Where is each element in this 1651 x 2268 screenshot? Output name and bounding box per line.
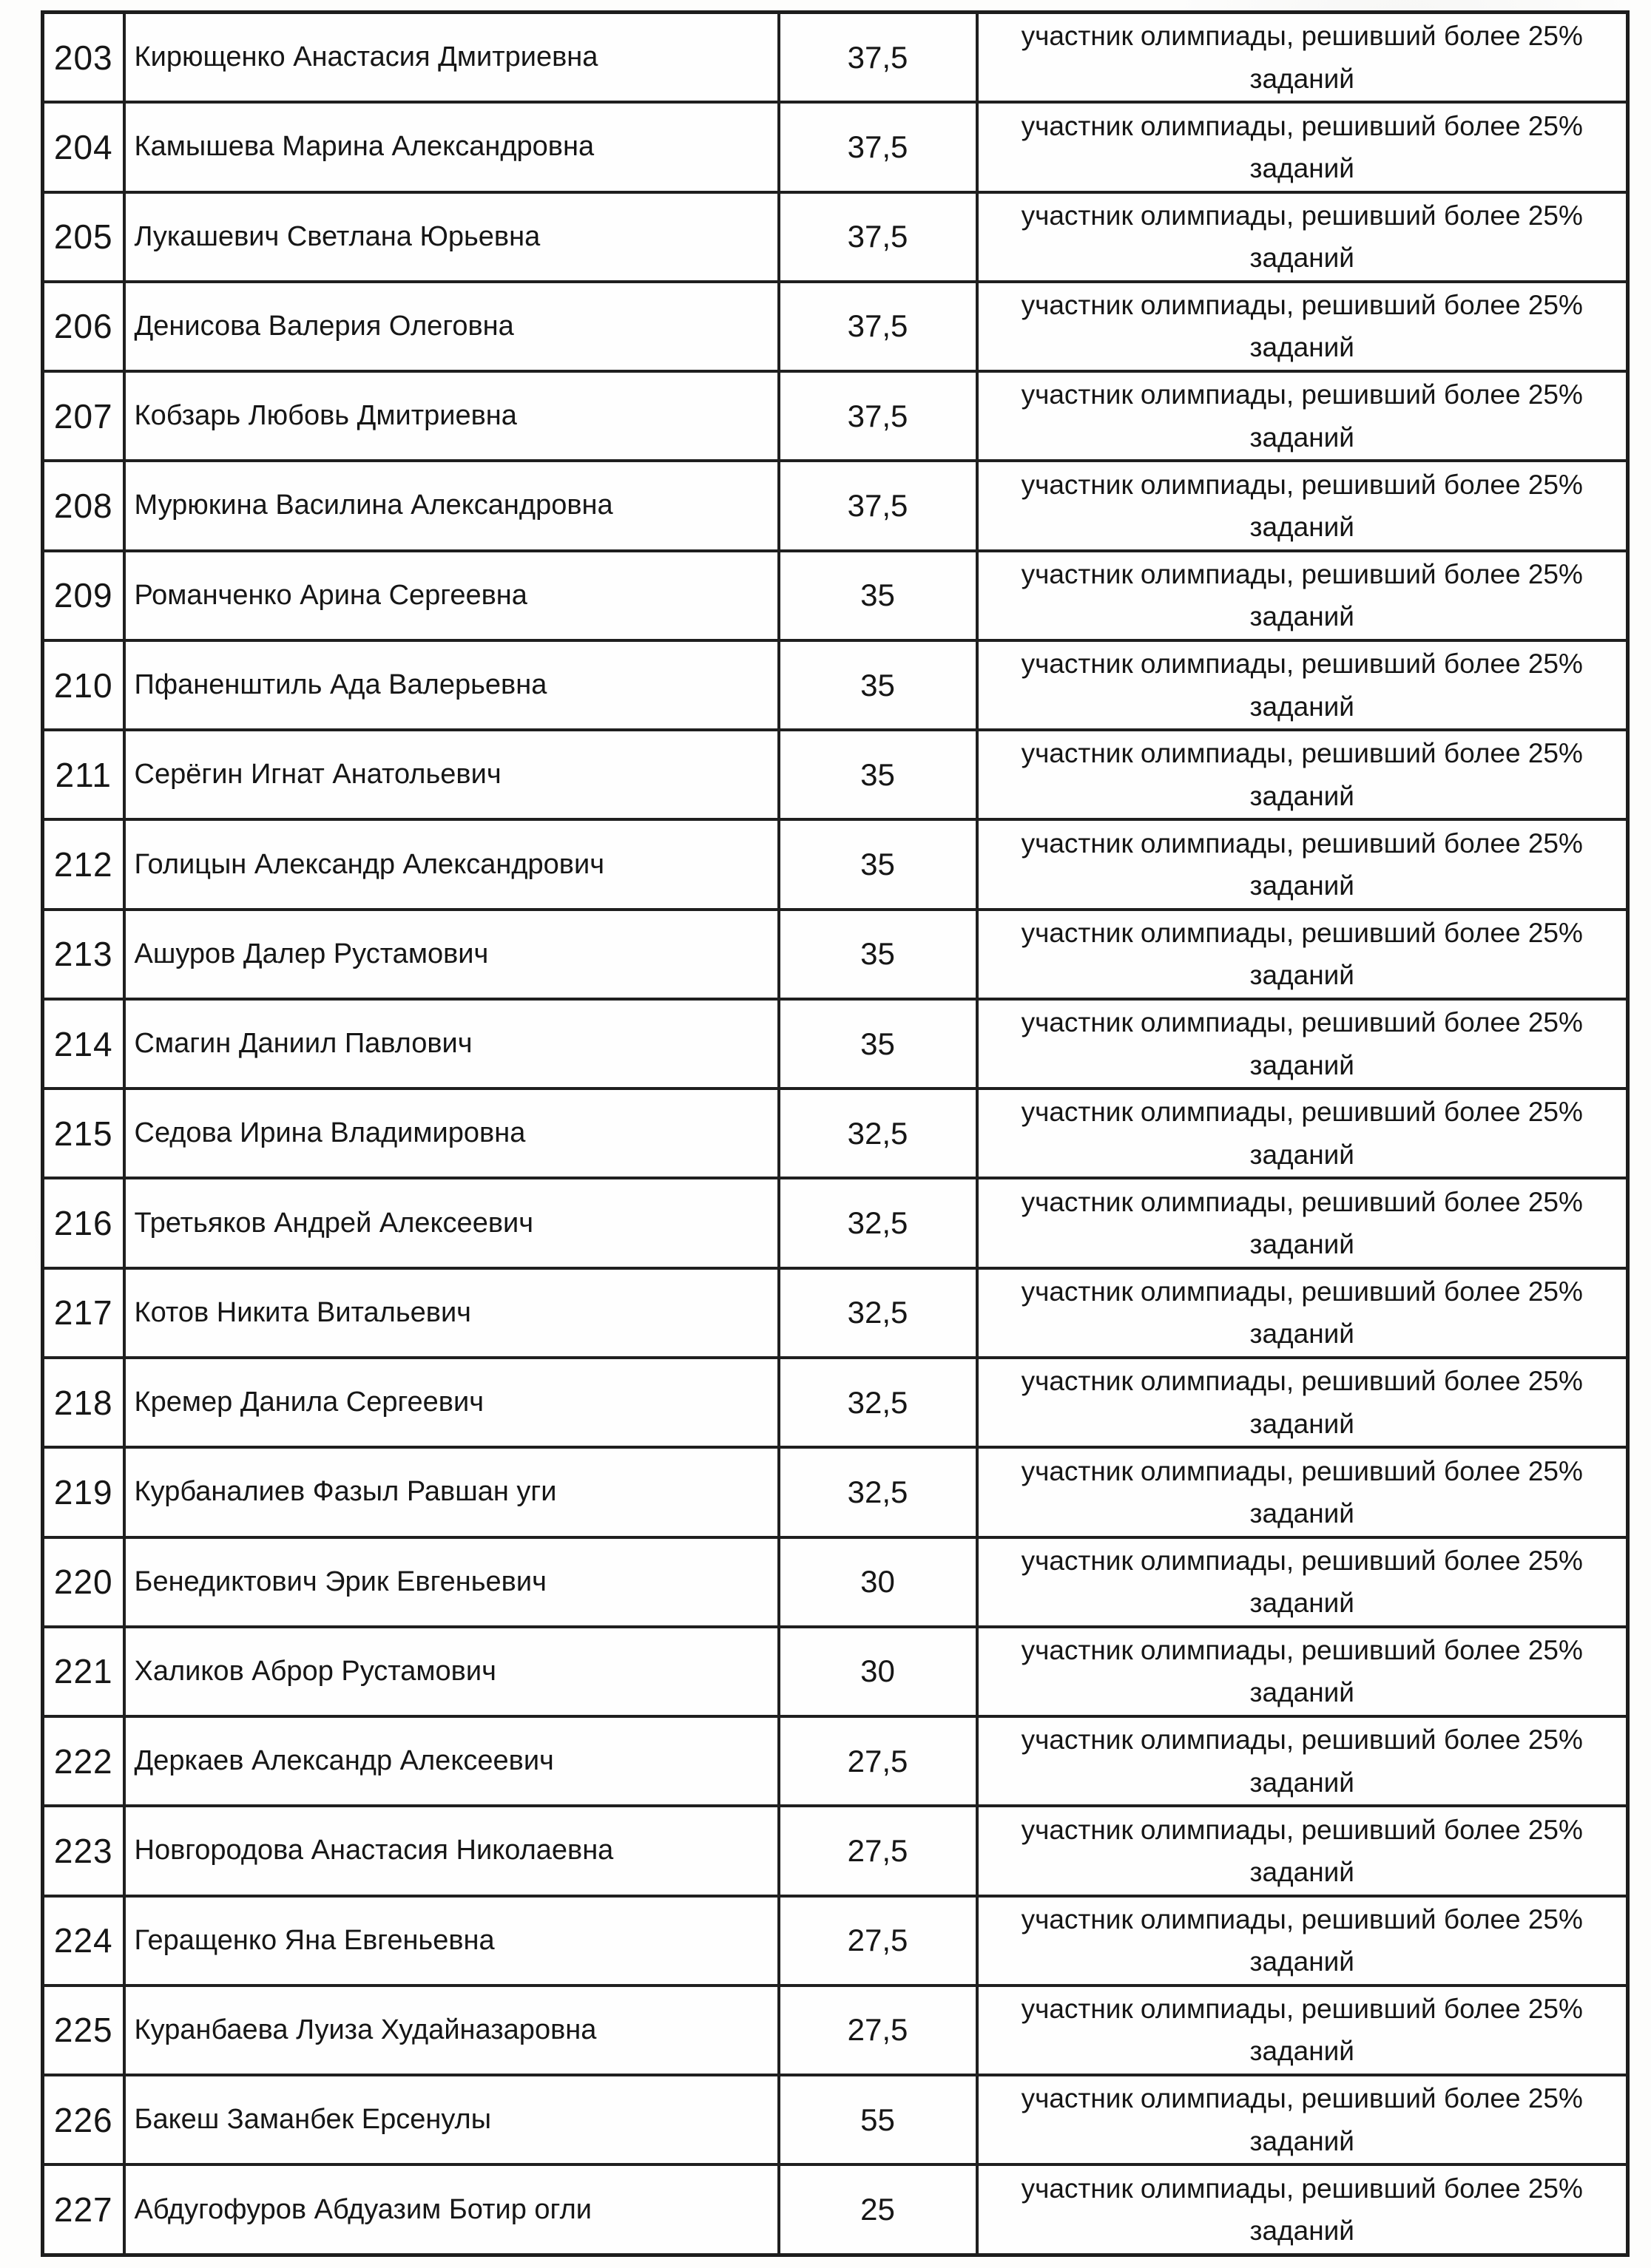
participant-name: Ашуров Далер Рустамович: [134, 938, 489, 969]
score-cell: [779, 192, 977, 282]
row-number: 213: [53, 935, 113, 974]
status-cell: [977, 1358, 1628, 1447]
row-number: 203: [53, 38, 113, 77]
status-cell: [977, 1716, 1628, 1806]
status-line2: заданий: [1249, 2215, 1354, 2247]
row-number: 204: [53, 127, 113, 166]
table-row: [43, 910, 1628, 999]
status-line2: заданий: [1249, 63, 1354, 94]
status-cell: [977, 910, 1628, 999]
status-line1: участник олимпиады, решивший более 25%: [1021, 200, 1583, 231]
status-cell: [977, 1627, 1628, 1716]
row-number-cell: [43, 2164, 124, 2255]
score-cell: [779, 2075, 977, 2164]
status-cell: [977, 640, 1628, 730]
row-number: 221: [53, 1652, 113, 1691]
score-cell: [779, 1627, 977, 1716]
status-cell: [977, 1986, 1628, 2075]
table-row: [43, 1358, 1628, 1447]
score-cell: [779, 1896, 977, 1986]
row-number-cell: [43, 640, 124, 730]
row-number: 218: [53, 1383, 113, 1422]
row-number-cell: [43, 192, 124, 282]
score-cell: [779, 1358, 977, 1447]
status-line1: участник олимпиады, решивший более 25%: [1021, 1097, 1583, 1128]
row-number: 216: [53, 1204, 113, 1243]
participant-name: Кобзарь Любовь Дмитриевна: [134, 400, 517, 432]
table-row: [43, 551, 1628, 640]
participant-name: Куранбаева Луиза Худайназаровна: [134, 2014, 597, 2045]
status-line2: заданий: [1249, 1767, 1354, 1798]
row-number-cell: [43, 461, 124, 550]
score-value: 27,5: [847, 1923, 908, 1958]
score-cell: [779, 371, 977, 461]
row-number: 212: [53, 845, 113, 884]
row-number: 220: [53, 1563, 113, 1602]
status-line1: участник олимпиады, решивший более 25%: [1021, 469, 1583, 500]
participant-name: Халиков Аброр Рустамович: [134, 1655, 496, 1687]
status-line2: заданий: [1249, 870, 1354, 901]
status-line2: заданий: [1249, 2125, 1354, 2156]
status-line1: участник олимпиады, решивший более 25%: [1021, 558, 1583, 589]
olympiad-results-table: [41, 10, 1630, 2257]
row-number-cell: [43, 102, 124, 192]
row-number-cell: [43, 13, 124, 103]
status-line1: участник олимпиады, решивший более 25%: [1021, 1186, 1583, 1217]
score-cell: [779, 1537, 977, 1627]
status-line2: заданий: [1249, 332, 1354, 363]
row-number-cell: [43, 910, 124, 999]
row-number-cell: [43, 282, 124, 371]
score-cell: [779, 910, 977, 999]
score-value: 32,5: [847, 1295, 908, 1330]
participant-name: Кирющенко Анастасия Дмитриевна: [134, 41, 598, 73]
score-cell: [779, 999, 977, 1089]
participant-name-cell: [124, 1806, 779, 1895]
score-value: 30: [860, 1564, 895, 1600]
status-line1: участник олимпиады, решивший более 25%: [1021, 21, 1583, 52]
status-line1: участник олимпиады, решивший более 25%: [1021, 110, 1583, 141]
status-line1: участник олимпиады, решивший более 25%: [1021, 649, 1583, 680]
participant-name-cell: [124, 551, 779, 640]
row-number: 209: [53, 576, 113, 615]
participant-name-cell: [124, 910, 779, 999]
participant-name-cell: [124, 1716, 779, 1806]
score-value: 55: [860, 2102, 895, 2137]
score-cell: [779, 1089, 977, 1178]
status-line2: заданий: [1249, 511, 1354, 542]
score-value: 37,5: [847, 398, 908, 433]
score-value: 37,5: [847, 39, 908, 75]
status-line1: участник олимпиады, решивший более 25%: [1021, 1814, 1583, 1845]
status-line1: участник олимпиады, решивший более 25%: [1021, 1276, 1583, 1307]
score-cell: [779, 282, 977, 371]
table-row: [43, 1896, 1628, 1986]
status-line2: заданий: [1249, 1588, 1354, 1619]
status-line2: заданий: [1249, 1319, 1354, 1350]
status-line2: заданий: [1249, 780, 1354, 811]
participant-name-cell: [124, 1447, 779, 1537]
status-line1: участник олимпиады, решивший более 25%: [1021, 738, 1583, 769]
row-number: 222: [53, 1741, 113, 1781]
status-line2: заданий: [1249, 691, 1354, 722]
participant-name-cell: [124, 102, 779, 192]
status-line1: участник олимпиады, решивший более 25%: [1021, 1007, 1583, 1038]
status-line1: участник олимпиады, решивший более 25%: [1021, 1903, 1583, 1934]
status-cell: [977, 999, 1628, 1089]
status-line1: участник олимпиады, решивший более 25%: [1021, 1635, 1583, 1666]
table-row: [43, 1178, 1628, 1267]
score-cell: [779, 1268, 977, 1358]
score-value: 35: [860, 847, 895, 882]
table-row: [43, 1268, 1628, 1358]
table-row: [43, 1447, 1628, 1537]
participant-name: Смагин Даниил Павлович: [134, 1028, 473, 1060]
score-cell: [779, 102, 977, 192]
score-value: 25: [860, 2192, 895, 2227]
table-row: [43, 2164, 1628, 2255]
table-row: [43, 1716, 1628, 1806]
status-line2: заданий: [1249, 1677, 1354, 1708]
status-cell: [977, 1537, 1628, 1627]
participant-name: Камышева Марина Александровна: [134, 131, 595, 163]
participant-name: Бенедиктович Эрик Евгеньевич: [134, 1565, 547, 1597]
participant-name: Мурюкина Василина Александровна: [134, 490, 613, 521]
status-cell: [977, 192, 1628, 282]
participant-name: Абдугофуров Абдуазим Ботир огли: [134, 2193, 592, 2225]
score-cell: [779, 1178, 977, 1267]
participant-name-cell: [124, 1986, 779, 2075]
status-cell: [977, 102, 1628, 192]
status-line2: заданий: [1249, 1229, 1354, 1260]
score-cell: [779, 819, 977, 909]
status-cell: [977, 282, 1628, 371]
participant-name-cell: [124, 461, 779, 550]
participant-name-cell: [124, 1627, 779, 1716]
status-line1: участник олимпиады, решивший более 25%: [1021, 1455, 1583, 1486]
participant-name-cell: [124, 1178, 779, 1267]
row-number: 205: [53, 217, 113, 257]
score-value: 35: [860, 578, 895, 613]
status-line2: заданий: [1249, 1856, 1354, 1887]
participant-name-cell: [124, 640, 779, 730]
participant-name: Курбаналиев Фазыл Равшан уги: [134, 1476, 557, 1508]
score-value: 27,5: [847, 1743, 908, 1778]
row-number: 217: [53, 1293, 113, 1333]
table-row: [43, 1806, 1628, 1895]
score-cell: [779, 640, 977, 730]
status-cell: [977, 1806, 1628, 1895]
status-line2: заданий: [1249, 1049, 1354, 1080]
participant-name: Деркаев Александр Алексеевич: [134, 1745, 554, 1777]
participant-name-cell: [124, 2075, 779, 2164]
score-cell: [779, 1806, 977, 1895]
status-cell: [977, 730, 1628, 819]
table-row: [43, 13, 1628, 103]
row-number-cell: [43, 999, 124, 1089]
table-row: [43, 1537, 1628, 1627]
status-line2: заданий: [1249, 1946, 1354, 1977]
status-line1: участник олимпиады, решивший более 25%: [1021, 2173, 1583, 2204]
participant-name-cell: [124, 1896, 779, 1986]
score-value: 32,5: [847, 1205, 908, 1241]
score-value: 27,5: [847, 1832, 908, 1868]
row-number: 214: [53, 1024, 113, 1063]
participant-name-cell: [124, 1358, 779, 1447]
score-value: 37,5: [847, 219, 908, 254]
participant-name-cell: [124, 13, 779, 103]
row-number-cell: [43, 1716, 124, 1806]
row-number: 225: [53, 2011, 113, 2050]
table-row: [43, 371, 1628, 461]
participant-name: Геращенко Яна Евгеньевна: [134, 1924, 495, 1956]
score-value: 35: [860, 1026, 895, 1061]
status-line1: участник олимпиады, решивший более 25%: [1021, 379, 1583, 410]
score-cell: [779, 1447, 977, 1537]
participant-name-cell: [124, 819, 779, 909]
participant-name: Новгородова Анастасия Николаевна: [134, 1835, 614, 1866]
participant-name-cell: [124, 282, 779, 371]
row-number-cell: [43, 2075, 124, 2164]
score-value: 35: [860, 936, 895, 972]
status-cell: [977, 2075, 1628, 2164]
participant-name: Денисова Валерия Олеговна: [134, 310, 514, 342]
table-row: [43, 102, 1628, 192]
participant-name-cell: [124, 192, 779, 282]
table-row: [43, 2075, 1628, 2164]
row-number: 210: [53, 666, 113, 705]
row-number-cell: [43, 1537, 124, 1627]
table-body: [43, 13, 1628, 2255]
participant-name: Котов Никита Витальевич: [134, 1296, 471, 1328]
table-row: [43, 730, 1628, 819]
status-line1: участник олимпиады, решивший более 25%: [1021, 1724, 1583, 1756]
participant-name: Лукашевич Светлана Юрьевна: [134, 220, 541, 252]
row-number-cell: [43, 1447, 124, 1537]
status-cell: [977, 1447, 1628, 1537]
status-line2: заданий: [1249, 422, 1354, 453]
row-number: 227: [53, 2190, 113, 2230]
status-cell: [977, 2164, 1628, 2255]
table-row: [43, 1986, 1628, 2075]
row-number: 211: [55, 755, 112, 794]
participant-name-cell: [124, 730, 779, 819]
row-number: 224: [53, 1921, 113, 1960]
row-number-cell: [43, 1986, 124, 2075]
participant-name-cell: [124, 2164, 779, 2255]
status-line1: участник олимпиады, решивший более 25%: [1021, 1545, 1583, 1576]
participant-name-cell: [124, 1537, 779, 1627]
row-number-cell: [43, 1896, 124, 1986]
score-value: 37,5: [847, 129, 908, 164]
row-number-cell: [43, 1806, 124, 1895]
score-value: 30: [860, 1653, 895, 1689]
row-number: 223: [53, 1831, 113, 1870]
status-line2: заданий: [1249, 2036, 1354, 2067]
row-number: 206: [53, 307, 113, 346]
score-value: 37,5: [847, 487, 908, 523]
score-value: 32,5: [847, 1115, 908, 1151]
status-cell: [977, 1178, 1628, 1267]
score-value: 35: [860, 667, 895, 703]
score-cell: [779, 1986, 977, 2075]
row-number-cell: [43, 730, 124, 819]
status-line1: участник олимпиады, решивший более 25%: [1021, 1994, 1583, 2025]
row-number-cell: [43, 1089, 124, 1178]
score-cell: [779, 13, 977, 103]
status-line2: заданий: [1249, 601, 1354, 632]
score-cell: [779, 730, 977, 819]
score-value: 35: [860, 756, 895, 792]
score-value: 37,5: [847, 308, 908, 344]
row-number-cell: [43, 1268, 124, 1358]
table-row: [43, 999, 1628, 1089]
table-row: [43, 192, 1628, 282]
participant-name: Голицын Александр Александрович: [134, 848, 605, 880]
participant-name: Серёгин Игнат Анатольевич: [134, 759, 502, 791]
status-cell: [977, 13, 1628, 103]
row-number-cell: [43, 1358, 124, 1447]
participant-name: Третьяков Андрей Алексеевич: [134, 1207, 534, 1239]
participant-name: Романченко Арина Сергеевна: [134, 579, 527, 611]
score-value: 32,5: [847, 1384, 908, 1420]
row-number-cell: [43, 819, 124, 909]
row-number-cell: [43, 551, 124, 640]
participant-name-cell: [124, 1268, 779, 1358]
status-line2: заданий: [1249, 243, 1354, 274]
participant-name: Седова Ирина Владимировна: [134, 1117, 526, 1149]
row-number: 215: [53, 1114, 113, 1153]
status-cell: [977, 1896, 1628, 1986]
participant-name-cell: [124, 371, 779, 461]
score-cell: [779, 461, 977, 550]
row-number: 208: [53, 486, 113, 525]
status-cell: [977, 1089, 1628, 1178]
participant-name: Кремер Данила Сергеевич: [134, 1387, 485, 1418]
score-cell: [779, 1716, 977, 1806]
table-row: [43, 819, 1628, 909]
status-cell: [977, 1268, 1628, 1358]
participant-name: Бакеш Заманбек Ерсенулы: [134, 2104, 492, 2136]
row-number: 226: [53, 2100, 113, 2139]
row-number: 207: [53, 396, 113, 436]
status-line1: участник олимпиады, решивший более 25%: [1021, 1366, 1583, 1397]
status-line1: участник олимпиады, решивший более 25%: [1021, 290, 1583, 321]
score-value: 27,5: [847, 2012, 908, 2048]
participant-name-cell: [124, 999, 779, 1089]
score-cell: [779, 551, 977, 640]
row-number-cell: [43, 371, 124, 461]
table-row: [43, 461, 1628, 550]
row-number-cell: [43, 1627, 124, 1716]
table-row: [43, 1627, 1628, 1716]
status-line1: участник олимпиады, решивший более 25%: [1021, 827, 1583, 859]
score-value: 32,5: [847, 1474, 908, 1509]
participant-name-cell: [124, 1089, 779, 1178]
status-line2: заданий: [1249, 1408, 1354, 1439]
score-cell: [779, 2164, 977, 2255]
row-number-cell: [43, 1178, 124, 1267]
status-line2: заданий: [1249, 1139, 1354, 1170]
status-line1: участник олимпиады, решивший более 25%: [1021, 917, 1583, 948]
status-line2: заданий: [1249, 1497, 1354, 1529]
status-cell: [977, 461, 1628, 550]
participant-name: Пфаненштиль Ада Валерьевна: [134, 669, 547, 700]
status-cell: [977, 371, 1628, 461]
table-row: [43, 1089, 1628, 1178]
table-row: [43, 282, 1628, 371]
status-line2: заданий: [1249, 152, 1354, 183]
status-line2: заданий: [1249, 960, 1354, 991]
status-line1: участник олимпиады, решивший более 25%: [1021, 2083, 1583, 2114]
status-cell: [977, 819, 1628, 909]
row-number: 219: [53, 1472, 113, 1512]
table-row: [43, 640, 1628, 730]
status-cell: [977, 551, 1628, 640]
